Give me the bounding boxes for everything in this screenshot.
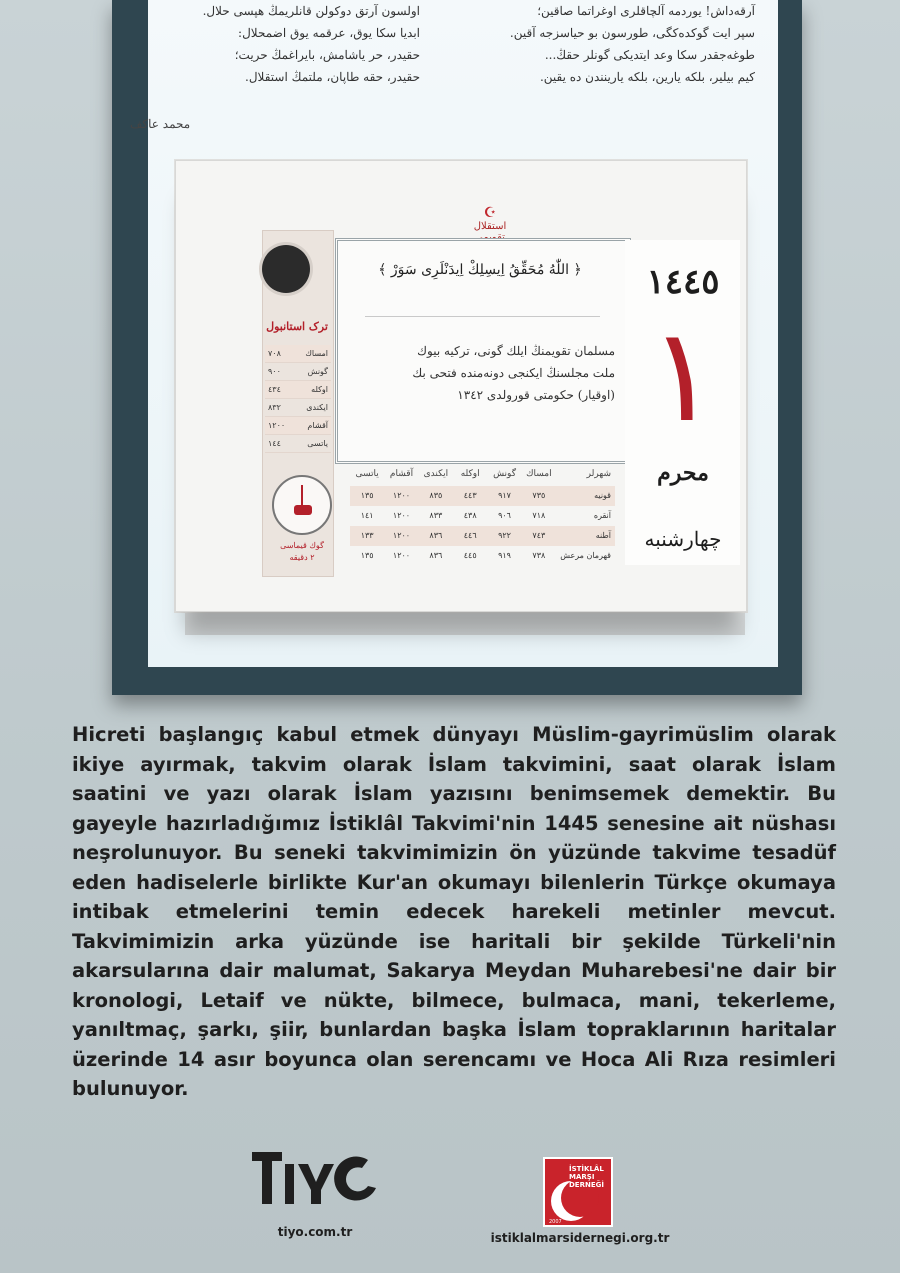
time-value: ١٢٠٠ bbox=[268, 421, 286, 430]
table-cell: ٧٤٣ bbox=[532, 531, 546, 540]
table-header-cell: ایكندی bbox=[423, 469, 449, 479]
table-cell: ١٢٠٠ bbox=[392, 531, 411, 540]
time-label: یاتسی bbox=[307, 439, 328, 448]
month-name: محرم bbox=[657, 460, 709, 486]
crescent-icon: ☪ bbox=[483, 205, 497, 221]
table-cell: قهرمان مرعش bbox=[560, 551, 611, 560]
time-row bbox=[265, 363, 331, 381]
description-paragraph: Hicreti başlangıç kabul etmek dünyayı Müslim-gayrimüslim olarak ikiye ayırmak, takvim olarak İslam takvimini, saat olarak İslam saatini ve yazı olarak İslam yazısını benimsemek demektir. Bu gayeyle hazırladığımız İstiklâl Takvimi'nin 1445 senesine ait nüshası neşrolunuyor. Bu seneki takvimimizin ön yüzünde takvime tesadüf eden hadiselerle birlikte Kur'an okumayı bilenlerin Türkçe okumaya intibak etmelerini temin edecek harekeli metinler mevcut. Takvimimizin arka yüzünde ise haritali bir şekilde Türkeli'nin akarsularına dair malumat, Sakarya Meydan Muharebesi'ne dair bir kronologi, Letaif ve nükte, bilmece, bulmaca, mani, tekerleme, yanıltmaç, şarkı, şiir, bunlardan başka İslam topraklarının haritalar üzerinde 14 asır boyunca olan serencamı ve Hoca Ali Rıza resimleri bulunuyor. bbox=[72, 723, 836, 1100]
poem-line: حقیدر، حر یاشامش، بایراغمڭ حریت؛ bbox=[234, 48, 420, 62]
ism-logo-year: 2007 bbox=[549, 1219, 562, 1225]
table-header-cell: گونش bbox=[493, 469, 516, 479]
table-cell: ٧٣٨ bbox=[532, 551, 546, 560]
time-value: ٩٠٠ bbox=[268, 367, 281, 376]
divider bbox=[365, 316, 600, 317]
table-cell: ١٣٣ bbox=[360, 531, 374, 540]
poem-left-column bbox=[170, 0, 420, 88]
table-header-cell: اوكله bbox=[460, 469, 480, 479]
table-cell: ٤٤٥ bbox=[463, 551, 477, 560]
table-cell: ١٣٥ bbox=[360, 551, 374, 560]
time-row bbox=[265, 399, 331, 417]
table-cell: ٨٣٦ bbox=[429, 531, 443, 540]
time-label: اوكله bbox=[311, 385, 328, 394]
time-row bbox=[265, 417, 331, 435]
clock-hand bbox=[301, 485, 303, 505]
table-row bbox=[350, 506, 615, 526]
time-row bbox=[265, 435, 331, 453]
center-line: (اوقیار) حکومتی قورولدی ١٣٤٢ bbox=[457, 388, 615, 402]
poem-line: ابدیا سکا یوق، عرقمه یوق اضمحلال: bbox=[238, 26, 420, 40]
table-cell: ١٢٠٠ bbox=[392, 491, 411, 500]
center-line: مسلمان تقویمنڭ ایلك گونی، ترکیه بیوك bbox=[417, 344, 615, 358]
turkey-map-icon bbox=[294, 505, 312, 515]
tiyo-url[interactable]: tiyo.com.tr bbox=[277, 1225, 353, 1239]
table-header-cell: آقشام bbox=[389, 469, 414, 479]
poem-line: کیم بیلیر، بلکه یارین، بلکه یارینندن ده یقین. bbox=[539, 70, 755, 84]
table-cell: ٨٣٦ bbox=[429, 551, 443, 560]
table-cell: ١٣٥ bbox=[360, 491, 374, 500]
table-cell: ١٤١ bbox=[360, 511, 374, 520]
center-line: ملت مجلسنڭ ایکنجی دونه‌منده فتحی بك bbox=[412, 366, 615, 380]
poem-line: اولسون آرتق دوکولن قانلریمڭ هپسی حلال. bbox=[202, 4, 420, 18]
table-cell: ٧٣٥ bbox=[532, 491, 546, 500]
istiklal-marsi-dernegi-logo bbox=[543, 1157, 613, 1227]
table-cell: ٩١٩ bbox=[498, 551, 511, 560]
time-value: ٧٠٨ bbox=[268, 349, 281, 358]
hijri-year: ١٤٤٥ bbox=[646, 262, 720, 302]
poem-line: سپر ایت گوکده‌کگی، طورسون بو حیاسزجه آقین. bbox=[509, 26, 755, 40]
table-cell: ٨٣٣ bbox=[429, 511, 443, 520]
table-cell: ٤٤٦ bbox=[463, 531, 477, 540]
table-header-cell: شهرلر bbox=[586, 469, 611, 479]
center-text bbox=[345, 340, 615, 406]
table-header-cell: یاتسی bbox=[355, 469, 379, 479]
table-cell: آطنه bbox=[595, 531, 611, 540]
time-value: ٤٣٤ bbox=[268, 385, 281, 394]
time-label: آقشام bbox=[307, 421, 328, 430]
table-cell: ٩١٧ bbox=[498, 491, 511, 500]
table-cell: ١٢٠٠ bbox=[392, 551, 411, 560]
clock-caption bbox=[270, 540, 334, 564]
time-row bbox=[265, 345, 331, 363]
tiyo-logo bbox=[250, 1150, 380, 1210]
table-cell: ٤٤٣ bbox=[463, 491, 477, 500]
time-row bbox=[265, 381, 331, 399]
time-value: ١٤٤ bbox=[268, 439, 281, 448]
table-cell: قونیه bbox=[594, 491, 611, 500]
table-cell: ٤٣٨ bbox=[463, 511, 477, 520]
day-number: ١ bbox=[648, 299, 718, 451]
poem-line: طوغه‌جقدر سکا وعد ایتدیکی گونلر حقڭ... bbox=[544, 48, 755, 62]
table-header-cell: امساك bbox=[526, 469, 552, 479]
verse-text: ﴿ اللّٰهُ مُحَقِّقُ اِیسِلِكْ اِیدَنْلَرِی سَوَرْ ﴾ bbox=[378, 262, 582, 278]
table-row bbox=[350, 486, 615, 506]
cities-table bbox=[350, 462, 615, 566]
time-label: ایكندی bbox=[306, 403, 328, 412]
clock-caption-line: ٢ دقیقه bbox=[289, 553, 315, 562]
clock-caption-line: گوك قیماسی bbox=[280, 541, 324, 550]
table-row bbox=[350, 526, 615, 546]
table-cell: ٧١٨ bbox=[532, 511, 546, 520]
table-row bbox=[350, 546, 615, 566]
moon-phase-icon bbox=[262, 245, 310, 293]
clock-icon bbox=[272, 475, 332, 535]
poem-line: آرقه‌داش! یوردمه آلچاقلری اوغراتما صاقین؛ bbox=[537, 4, 755, 18]
table-cell: ٩٢٢ bbox=[498, 531, 511, 540]
ism-logo-text: İSTİKLÂL MARŞI DERNEĞİ bbox=[569, 1165, 604, 1189]
prayer-times-list bbox=[265, 345, 331, 453]
table-cell: ٨٣٥ bbox=[429, 491, 443, 500]
emblem-text: استقلال bbox=[473, 221, 507, 232]
table-cell: ١٢٠٠ bbox=[392, 511, 411, 520]
time-label: امساك bbox=[305, 349, 328, 358]
table-cell: ٩٠٦ bbox=[498, 511, 511, 520]
time-value: ٨٣٢ bbox=[268, 403, 281, 412]
poem-right-column bbox=[455, 0, 755, 88]
table-cell: آنقره bbox=[593, 511, 611, 520]
weekday-name: چهارشنبه bbox=[644, 527, 722, 551]
city-title: ترک استانبول bbox=[266, 320, 328, 333]
poem-line: حقیدر، حقه طاپان، ملتمڭ استقلال. bbox=[245, 70, 420, 84]
ism-url[interactable]: istiklalmarsidernegi.org.tr bbox=[490, 1231, 670, 1245]
table-header bbox=[350, 462, 615, 486]
poem-signature: محمد عاكف bbox=[130, 117, 191, 131]
time-label: گونش bbox=[307, 367, 328, 376]
